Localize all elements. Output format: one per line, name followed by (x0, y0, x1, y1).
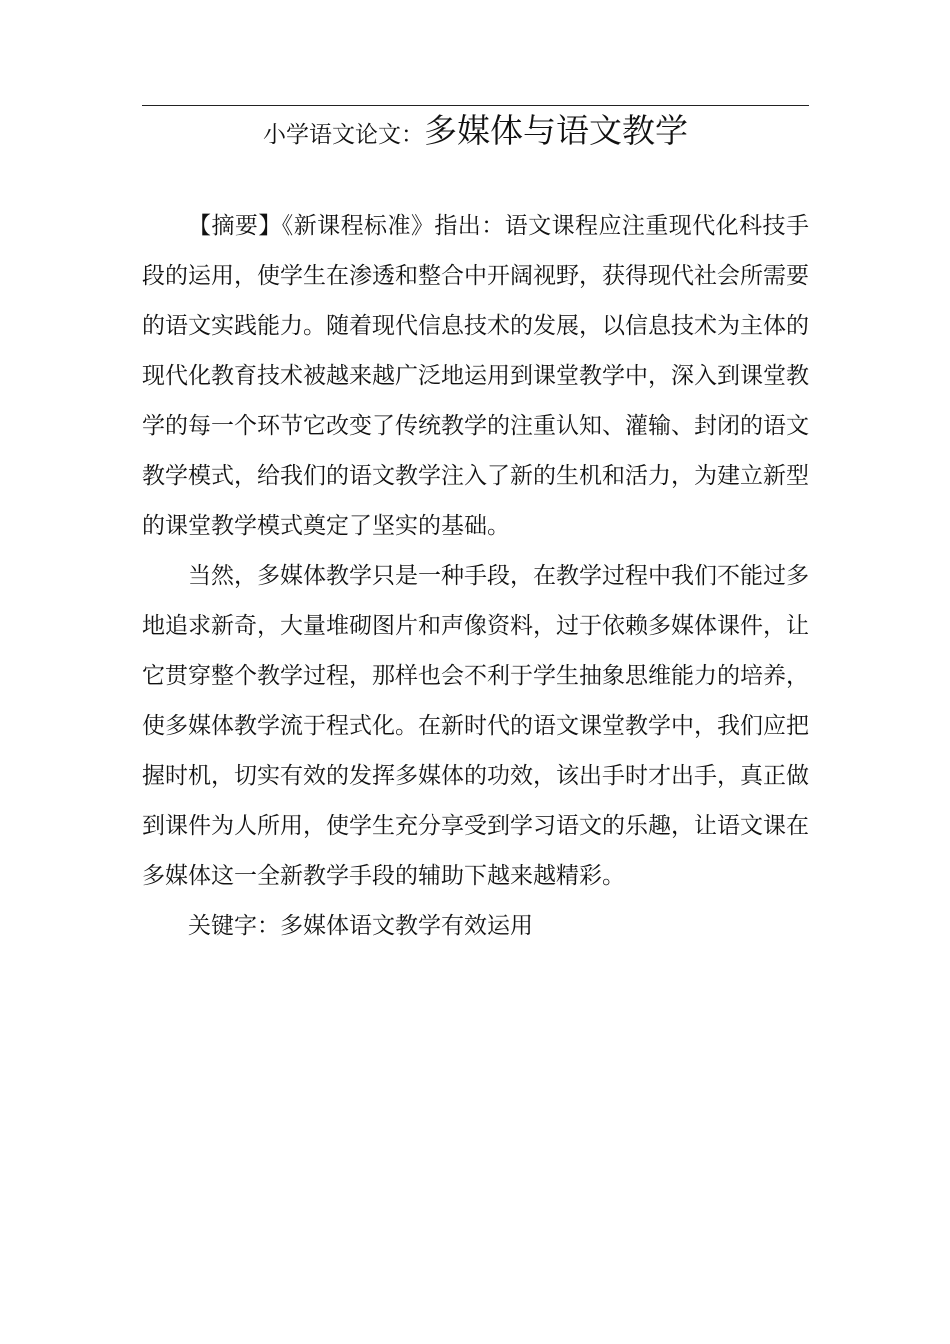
title-prefix: 小学语文论文： (263, 122, 424, 148)
document-body (142, 201, 809, 951)
document-title (142, 106, 809, 156)
keywords-line: 关键字：多媒体语文教学有效运用 (188, 913, 533, 939)
abstract-paragraph: 【摘要】《新课程标准》指出：语文课程应注重现代化科技手段的运用，使学生在渗透和整合中开阔视野，获得现代社会所需要的语文实践能力。随着现代信息技术的发展，以信息技术为主体的现代化教育技术被越来越广泛地运用到课堂教学中，深入到课堂教学的每一个环节它改变了传统教学的注重认知、灌输、封闭的语文教学模式，给我们的语文教学注入了新的生机和活力，为建立新型的课堂教学模式奠定了坚实的基础。 (142, 213, 809, 539)
title-main: 多媒体与语文教学 (424, 111, 688, 150)
body-paragraph: 当然，多媒体教学只是一种手段，在教学过程中我们不能过多地追求新奇，大量堆砌图片和声像资料，过于依赖多媒体课件，让它贯穿整个教学过程，那样也会不利于学生抽象思维能力的培养，使多媒体教学流于程式化。在新时代的语文课堂教学中，我们应把握时机，切实有效的发挥多媒体的功效，该出手时才出手，真正做到课件为人所用，使学生充分享受到学习语文的乐趣，让语文课在多媒体这一全新教学手段的辅助下越来越精彩。 (142, 563, 809, 889)
